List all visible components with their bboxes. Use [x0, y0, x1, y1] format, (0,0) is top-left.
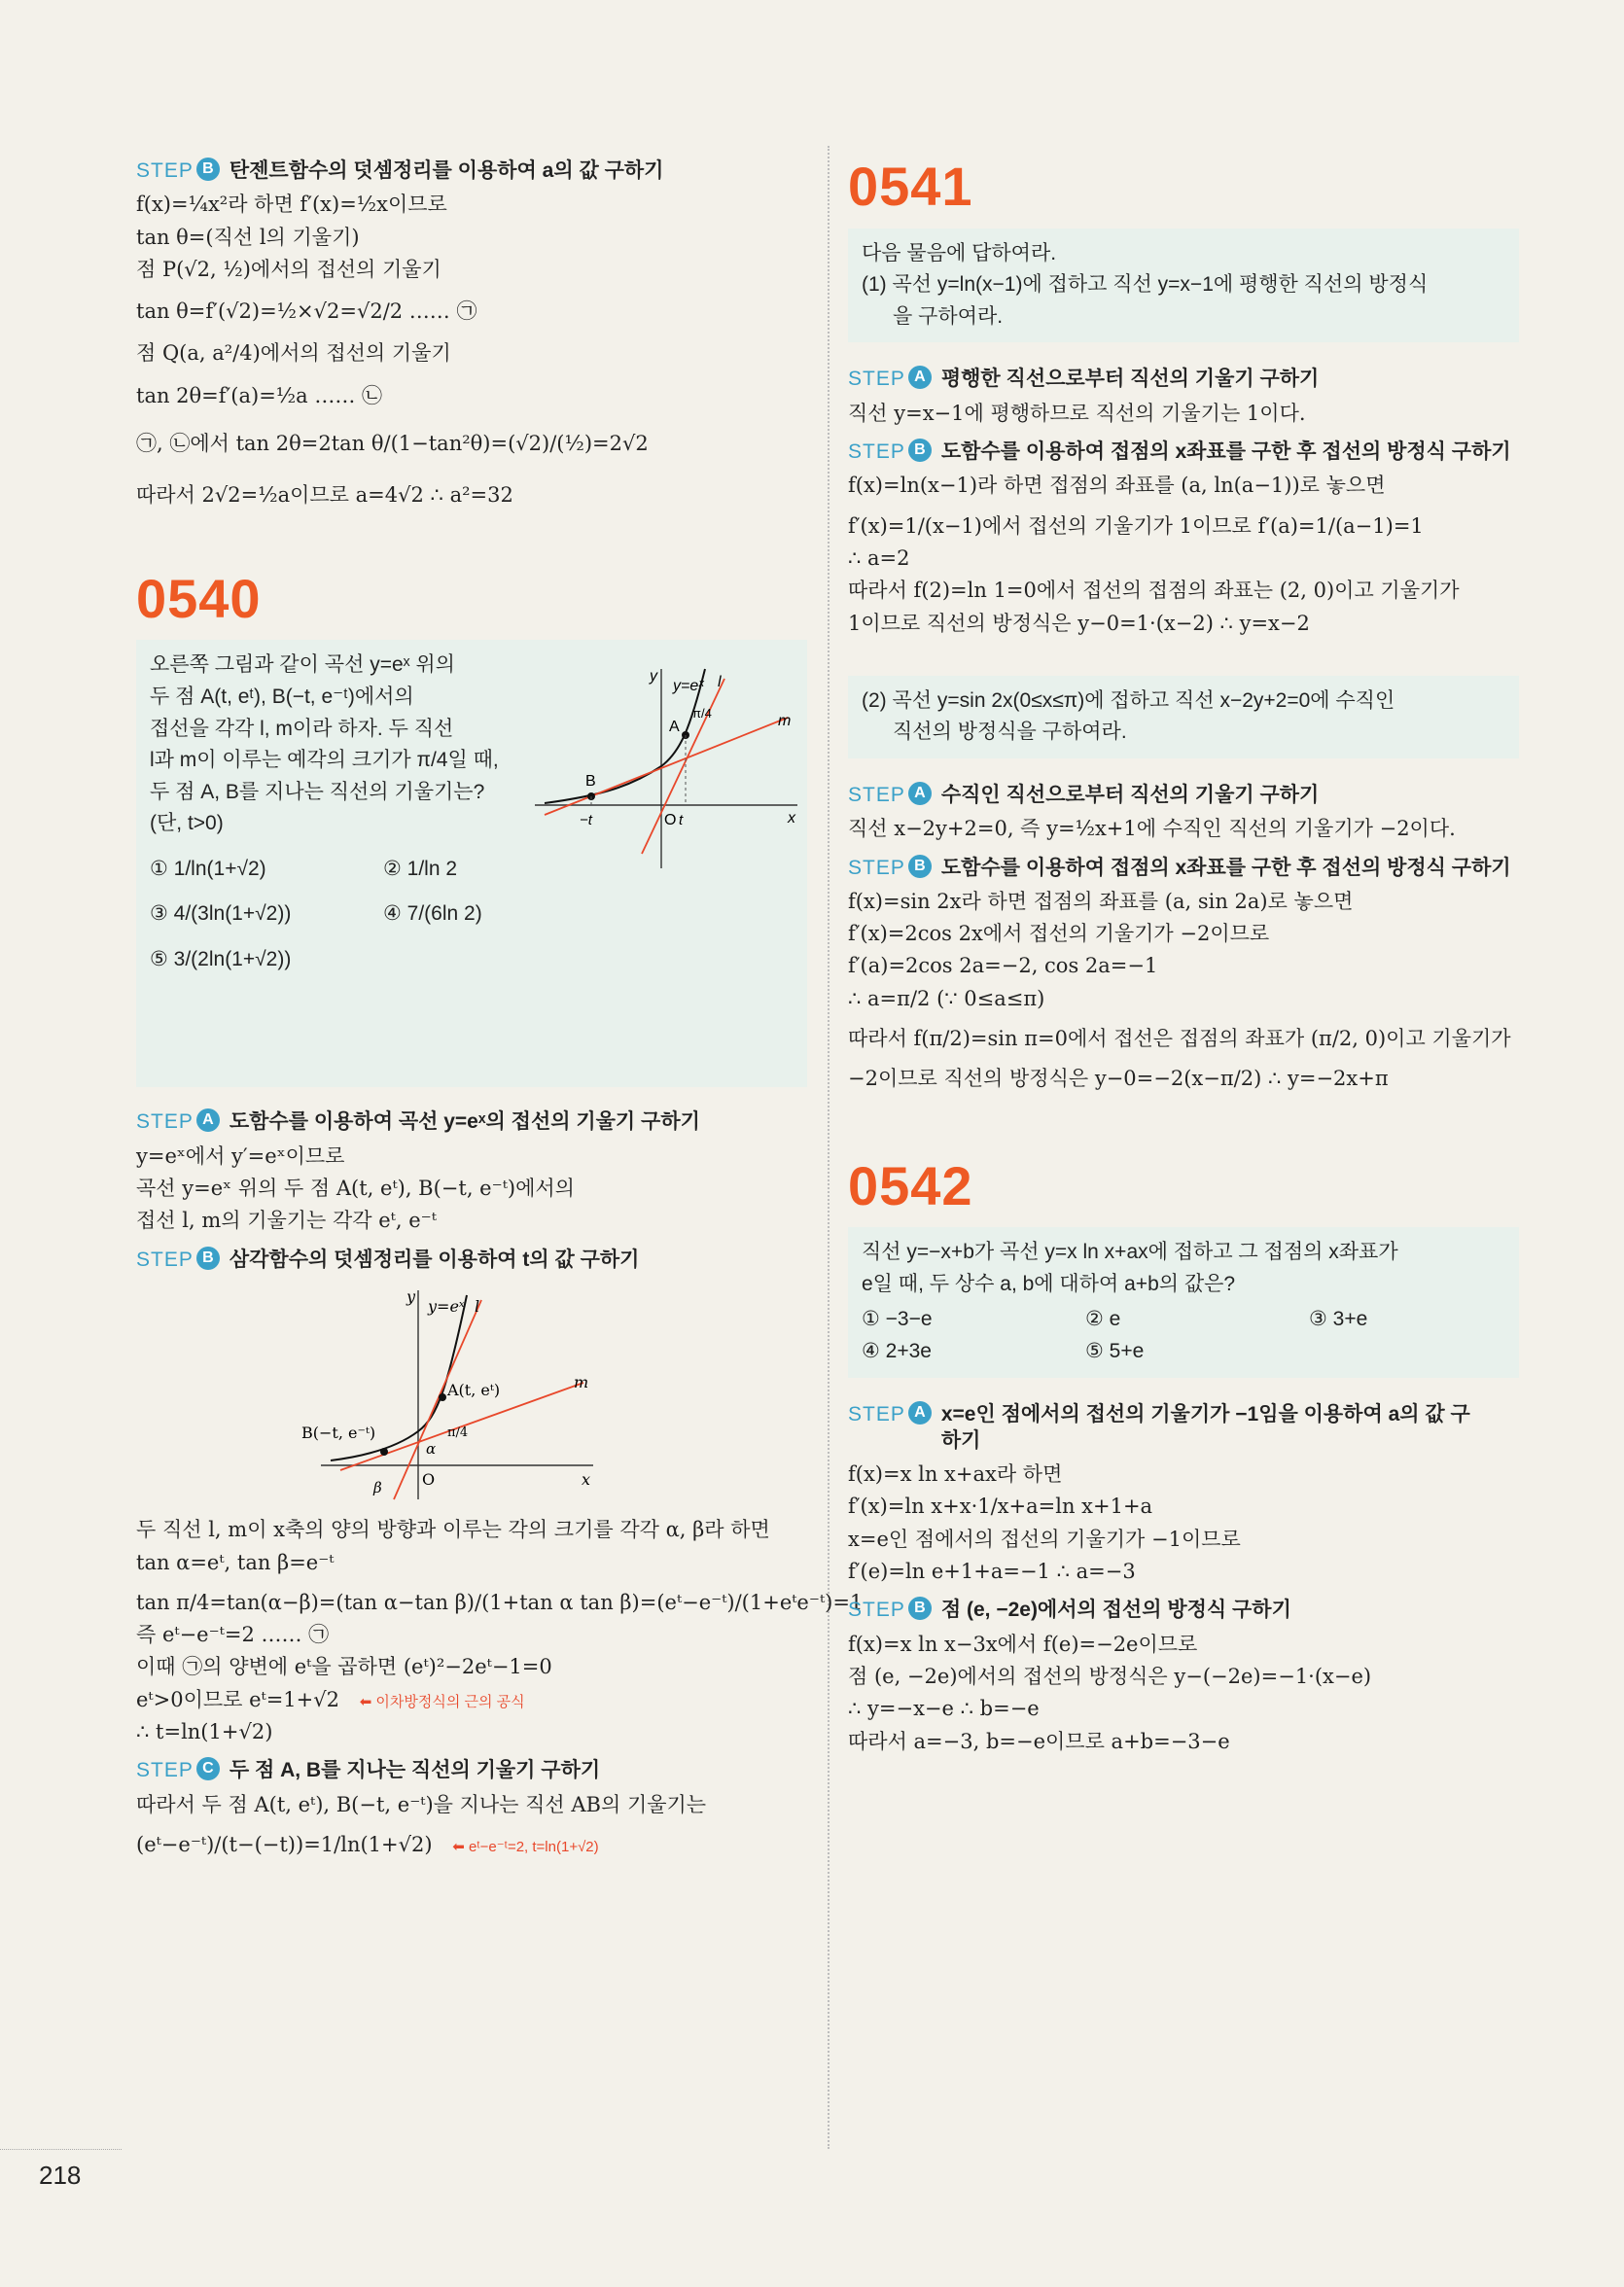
solution-line: 곡선 y=eˣ 위의 두 점 A(t, eᵗ), B(−t, e⁻ᵗ)에서의	[136, 1177, 575, 1201]
step-title: 도함수를 이용하여 접점의 x좌표를 구한 후 접선의 방정식 구하기	[940, 440, 1511, 464]
solution-line: 점 P(√2, ½)에서의 접선의 기울기	[136, 257, 441, 281]
solution-line: 접선 l, m의 기울기는 각각 eᵗ, e⁻ᵗ	[136, 1209, 437, 1233]
problem-number: 0541	[848, 156, 973, 217]
solution-line: −2이므로 직선의 방정식은 y−0=−2(x−π/2) ∴ y=−2x+π	[848, 1067, 1389, 1091]
question-line: (1) 곡선 y=ln(x−1)에 접하고 직선 y=x−1에 평행한 직선의 방정식	[862, 273, 1429, 297]
solution-line: x=e인 점에서의 접선의 기울기가 −1이므로	[848, 1527, 1241, 1551]
problem-box	[848, 229, 1519, 343]
x-label: x	[788, 810, 795, 827]
step-badge: B	[908, 1597, 932, 1620]
question-line: 직선 y=−x+b가 곡선 y=x ln x+ax에 접하고 그 접점의 x좌표가	[862, 1241, 1398, 1264]
solution-line: 직선 x−2y+2=0, 즉 y=½x+1에 수직인 직선의 기울기가 −2이다.	[848, 817, 1456, 841]
left-column	[136, 146, 864, 1864]
side-note: ⬅ 이차방정식의 근의 공식	[359, 1693, 525, 1710]
solution-line: 점 (e, −2e)에서의 접선의 방정식은 y−(−2e)=−1·(x−e)	[848, 1664, 1372, 1688]
question-line: 다음 물음에 답하여라.	[862, 241, 1057, 264]
origin-label: O	[422, 1469, 436, 1489]
page-footer-rule	[0, 2149, 122, 2150]
solution-line: ㉠, ㉡에서 tan 2θ=2tan θ/(1−tan²θ)=(√2)/(½)=2√2	[136, 432, 649, 456]
question-line: 직선의 방정식을 구하여라.	[893, 721, 1127, 744]
page-number: 218	[39, 2161, 82, 2190]
question-line: e일 때, 두 상수 a, b에 대하여 a+b의 값은?	[862, 1272, 1236, 1295]
solution-line: 즉 eᵗ−e⁻ᵗ=2 …… ㉠	[136, 1623, 330, 1647]
step-badge: A	[908, 782, 932, 805]
problem-box	[848, 1227, 1519, 1377]
step-keyword: STEP	[848, 440, 905, 464]
solution-text: (eᵗ−e⁻ᵗ)/(t−(−t))=1/ln(1+√2)	[136, 1832, 433, 1856]
problem-box	[136, 640, 807, 1087]
question-line: (단, t>0)	[150, 812, 224, 835]
point-a	[439, 1393, 446, 1401]
solution-line: ∴ a=π/2 (∵ 0≤a≤π)	[848, 986, 1045, 1010]
step-title: 탄젠트함수의 덧셈정리를 이용하여 a의 값 구하기	[229, 159, 664, 182]
solution-line: 이때 ㉠의 양변에 eᵗ을 곱하면 (eᵗ)²−2eᵗ−1=0	[136, 1655, 552, 1679]
point-b	[380, 1448, 388, 1456]
solution-line: ∴ a=2	[848, 545, 910, 570]
solution-line: f′(x)=ln x+x·1/x+a=ln x+1+a	[848, 1495, 1153, 1519]
step-badge: C	[196, 1757, 220, 1780]
step-b-heading	[848, 1597, 1519, 1623]
curve-label: y=eˣ	[673, 678, 704, 695]
solution-line: y=eˣ에서 y′=eˣ이므로	[136, 1144, 345, 1168]
step-badge: B	[908, 439, 932, 462]
solution-text: eᵗ>0이므로 eᵗ=1+√2	[136, 1687, 339, 1711]
point-b-label: B	[585, 773, 596, 791]
x-label: x	[582, 1469, 591, 1489]
step-badge: B	[908, 855, 932, 878]
choice[interactable]: ⑤ 3/(2ln(1+√2))	[150, 947, 292, 970]
origin-label: O	[664, 812, 677, 829]
solution-line-with-note	[136, 1687, 807, 1713]
step-keyword: STEP	[136, 159, 194, 182]
question-line: 접선을 각각 l, m이라 하자. 두 직선	[150, 717, 454, 740]
step-title: 도함수를 이용하여 접점의 x좌표를 구한 후 접선의 방정식 구하기	[940, 856, 1511, 879]
solution-line: tan 2θ=f′(a)=½a …… ㉡	[136, 383, 383, 407]
line-l	[394, 1300, 481, 1499]
point-a-label: A(t, eᵗ)	[447, 1380, 501, 1399]
step-badge: B	[196, 158, 220, 181]
alpha-label: α	[426, 1439, 437, 1458]
problem-number: 0542	[848, 1154, 973, 1216]
choice[interactable]: ① 1/ln(1+√2)	[150, 857, 266, 880]
step-title: 평행한 직선으로부터 직선의 기울기 구하기	[940, 368, 1320, 391]
solution-line: 따라서 2√2=½a이므로 a=4√2 ∴ a²=32	[136, 483, 513, 508]
question-line: 을 구하여라.	[893, 304, 1004, 328]
solution-line: 따라서 두 점 A(t, eᵗ), B(−t, e⁻ᵗ)을 지나는 직선 AB의 기울기는	[136, 1792, 707, 1816]
choice[interactable]: ③ 4/(3ln(1+√2))	[150, 902, 292, 926]
step-b-heading	[136, 1247, 807, 1273]
step-b-heading	[848, 439, 1519, 465]
solution-line: 두 직선 l, m이 x축의 양의 방향과 이루는 각의 크기를 각각 α, β라 하면	[136, 1518, 770, 1542]
line-l-label: l	[475, 1296, 480, 1316]
solution-line: f(x)=sin 2x라 하면 접점의 좌표를 (a, sin 2a)로 놓으면	[848, 889, 1354, 913]
right-column	[848, 146, 1519, 1761]
solution-line: f(x)=x ln x−3x에서 f(e)=−2e이므로	[848, 1632, 1198, 1656]
solution-line: f(x)=ln(x−1)라 하면 접점의 좌표를 (a, ln(a−1))로 놓으면	[848, 474, 1386, 498]
problem-number: 0540	[136, 567, 262, 629]
step-badge: A	[908, 366, 932, 389]
solution-line: f′(a)=2cos 2a=−2, cos 2a=−1	[848, 954, 1158, 978]
top-solution-lines	[136, 192, 807, 509]
angle-label: π/4	[692, 706, 712, 721]
step-keyword: STEP	[848, 783, 905, 806]
step-badge: B	[196, 1247, 220, 1270]
step-a-heading	[848, 1401, 1519, 1455]
y-label: y	[406, 1286, 416, 1306]
step-keyword: STEP	[136, 1110, 194, 1134]
step-keyword: STEP	[848, 368, 905, 391]
solution-line: tan α=eᵗ, tan β=e⁻ᵗ	[136, 1550, 335, 1574]
step-a-heading	[848, 782, 1519, 808]
beta-label: β	[373, 1478, 382, 1496]
solution-line: f′(x)=1/(x−1)에서 접선의 기울기가 1이므로 f′(a)=1/(a−1)=1	[848, 513, 1424, 538]
choice[interactable]: ② 1/ln 2	[383, 857, 458, 880]
line-m-label: m	[574, 1372, 589, 1391]
solution-line: 직선 y=x−1에 평행하므로 직선의 기울기는 1이다.	[848, 401, 1306, 425]
solution-line: f′(e)=ln e+1+a=−1 ∴ a=−3	[848, 1560, 1136, 1584]
step-title: 점 (e, −2e)에서의 접선의 방정식 구하기	[940, 1599, 1291, 1622]
question-line: 두 점 A(t, eᵗ), B(−t, e⁻ᵗ)에서의	[150, 686, 414, 709]
solution-line: ∴ y=−x−e ∴ b=−e	[848, 1697, 1040, 1721]
choice[interactable]: ③ 3+e	[1309, 1308, 1368, 1331]
solution-line: 점 Q(a, a²/4)에서의 접선의 기울기	[136, 341, 451, 366]
figure-tangent-lines	[525, 659, 807, 873]
step-keyword: STEP	[136, 1248, 194, 1271]
solution-line: f(x)=x ln x+ax라 하면	[848, 1462, 1063, 1487]
solution-line: ∴ t=ln(1+√2)	[136, 1720, 273, 1744]
solution-line: f(x)=¼x²라 하면 f′(x)=½x이므로	[136, 193, 447, 217]
solution-line: tan θ=(직선 l의 기울기)	[136, 225, 360, 249]
question-text	[150, 650, 519, 839]
step-keyword: STEP	[848, 1402, 905, 1425]
step-badge: A	[908, 1401, 932, 1425]
choice[interactable]: ④ 2+3e	[862, 1340, 932, 1363]
solution-line: f′(x)=2cos 2x에서 접선의 기울기가 −2이므로	[848, 922, 1270, 946]
solution-line-with-note	[136, 1832, 807, 1858]
line-l	[642, 679, 724, 854]
choice[interactable]: ② e	[1085, 1308, 1121, 1331]
step-keyword: STEP	[136, 1759, 194, 1782]
line-l-label: l	[718, 674, 722, 691]
step-c-heading	[136, 1757, 807, 1783]
question-line: 오른쪽 그림과 같이 곡선 y=eˣ 위의	[150, 653, 455, 677]
angle-label: π/4	[447, 1425, 469, 1440]
step-b-heading	[848, 855, 1519, 881]
solution-line: 따라서 f(π/2)=sin π=0에서 접선은 접점의 좌표가 (π/2, 0)이고 기울기가	[848, 1026, 1511, 1050]
solution-line: 따라서 a=−3, b=−e이므로 a+b=−3−e	[848, 1729, 1230, 1753]
solution-line: 1이므로 직선의 방정식은 y−0=1·(x−2) ∴ y=x−2	[848, 611, 1310, 635]
step-keyword: STEP	[848, 1599, 905, 1622]
choice[interactable]: ⑤ 5+e	[1085, 1340, 1145, 1363]
point-b-label: B(−t, e⁻ᵗ)	[301, 1423, 376, 1442]
step-title: 두 점 A, B를 지나는 직선의 기울기 구하기	[229, 1759, 601, 1782]
step-badge: A	[196, 1108, 220, 1132]
question-line: 두 점 A, B를 지나는 직선의 기울기는?	[150, 780, 485, 803]
step-title: 삼각함수의 덧셈정리를 이용하여 t의 값 구하기	[229, 1248, 640, 1271]
question-line: l과 m이 이루는 예각의 크기가 π/4일 때,	[150, 749, 499, 772]
step-title: x=e인 점에서의 접선의 기울기가 −1임을 이용하여 a의 값 구하기	[940, 1402, 1470, 1452]
step-title: 수직인 직선으로부터 직선의 기울기 구하기	[940, 783, 1320, 806]
curve-label: y=eˣ	[428, 1296, 465, 1316]
step-keyword: STEP	[848, 856, 905, 879]
figure-angles	[301, 1281, 603, 1504]
tick-t: t	[679, 812, 684, 829]
choice[interactable]: ① −3−e	[862, 1308, 933, 1331]
solution-line: tan π/4=tan(α−β)=(tan α−tan β)/(1+tan α tan β)=(eᵗ−e⁻ᵗ)/(1+eᵗe⁻ᵗ)=1	[136, 1590, 864, 1614]
tick-neg-t: −t	[580, 812, 592, 829]
side-note: ⬅ eᵗ−e⁻ᵗ=2, t=ln(1+√2)	[452, 1838, 599, 1855]
step-a-heading	[136, 1108, 807, 1135]
point-a-label: A	[669, 719, 680, 736]
solution-line: 따라서 f(2)=ln 1=0에서 접선의 접점의 좌표는 (2, 0)이고 기울기가	[848, 579, 1460, 603]
y-label: y	[650, 668, 657, 686]
step-a-heading	[848, 366, 1519, 392]
step-title: 도함수를 이용하여 곡선 y=eˣ의 접선의 기울기 구하기	[229, 1110, 700, 1134]
problem-box	[848, 676, 1519, 758]
question-line: (2) 곡선 y=sin 2x(0≤x≤π)에 접하고 직선 x−2y+2=0에 수직인	[862, 688, 1395, 712]
solution-line: tan θ=f′(√2)=½×√2=√2/2 …… ㉠	[136, 299, 477, 324]
line-m-label: m	[778, 713, 792, 730]
choice[interactable]: ④ 7/(6ln 2)	[383, 902, 482, 926]
answer-choices	[862, 1304, 1505, 1367]
step-b-heading	[136, 158, 807, 184]
column-divider	[828, 146, 830, 2149]
